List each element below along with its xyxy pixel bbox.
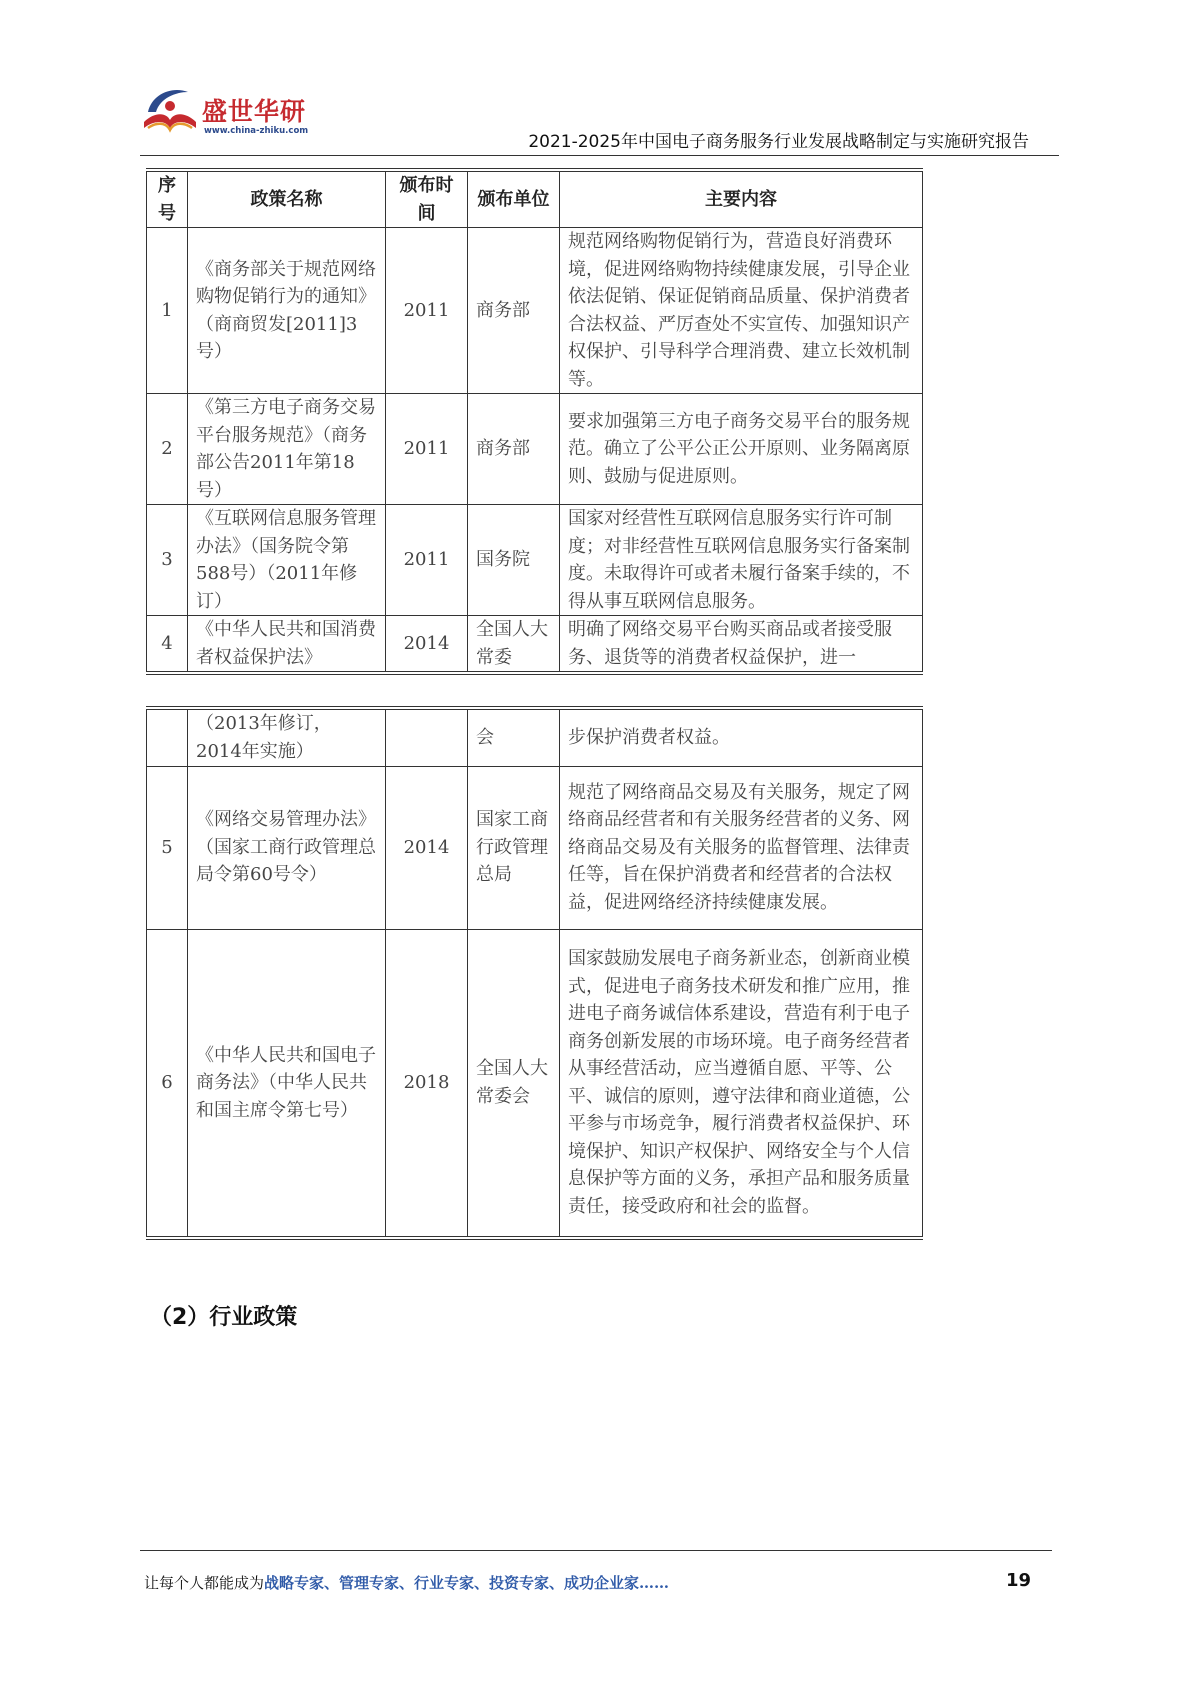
header-no: 序号 <box>147 170 188 228</box>
table-row <box>147 505 923 616</box>
row-no: 4 <box>147 616 188 674</box>
slogan-prefix: 让每个人都能成为 <box>144 1574 265 1592</box>
policy-content: 要求加强第三方电子商务交易平台的服务规范。确立了公平公正公开原则、业务隔离原则、鼓励与促进原则。 <box>560 394 923 505</box>
policy-name: 《商务部关于规范网络购物促销行为的通知》（商商贸发[2011]3号） <box>188 228 386 394</box>
policy-name: 《第三方电子商务交易平台服务规范》（商务部公告2011年第18号） <box>188 394 386 505</box>
header-name: 政策名称 <box>188 170 386 228</box>
table-row <box>147 394 923 505</box>
policy-year: 2011 <box>386 505 468 616</box>
policy-table-part2 <box>146 706 923 1240</box>
logo-book-icon <box>140 82 200 142</box>
policy-content: 步保护消费者权益。 <box>560 708 923 766</box>
policy-content: 明确了网络交易平台购买商品或者接受服务、退货等的消费者权益保护，进一 <box>560 616 923 674</box>
policy-org: 商务部 <box>468 228 560 394</box>
table-row <box>147 929 923 1238</box>
row-no: 3 <box>147 505 188 616</box>
header-date: 颁布时间 <box>386 170 468 228</box>
table-row-continued <box>147 708 923 766</box>
table-header-row <box>147 170 923 228</box>
page-number: 19 <box>1005 1570 1031 1591</box>
table-row <box>147 228 923 394</box>
logo-url: www.china-zhiku.com <box>204 126 309 136</box>
policy-org: 全国人大常委会 <box>468 929 560 1238</box>
logo-text: 盛世华研 <box>202 97 307 126</box>
policy-year: 2011 <box>386 394 468 505</box>
policy-org: 全国人大常委 <box>468 616 560 674</box>
policy-name: 《互联网信息服务管理办法》（国务院令第588号）（2011年修订） <box>188 505 386 616</box>
policy-content: 规范了网络商品交易及有关服务，规定了网络商品经营者和有关服务经营者的义务、网络商品交易及有关服务的监督管理、法律责任等，旨在保护消费者和经营者的合法权益，促进网络经济持续健康发展。 <box>560 766 923 929</box>
report-title: 2021-2025年中国电子商务服务行业发展战略制定与实施研究报告 <box>528 132 1029 152</box>
policy-name: 《中华人民共和国电子商务法》（中华人民共和国主席令第七号） <box>188 929 386 1238</box>
policy-table-part1 <box>146 168 923 675</box>
table-row <box>147 616 923 674</box>
header-org: 颁布单位 <box>468 170 560 228</box>
policy-year: 2018 <box>386 929 468 1238</box>
row-no: 2 <box>147 394 188 505</box>
table-row <box>147 766 923 929</box>
policy-year <box>386 708 468 766</box>
policy-name: 《网络交易管理办法》（国家工商行政管理总局令第60号令） <box>188 766 386 929</box>
policy-name: 《中华人民共和国消费者权益保护法》 <box>188 616 386 674</box>
page-header <box>0 0 1191 160</box>
footer-slogan <box>144 1572 669 1593</box>
section-title: （2）行业政策 <box>150 1305 298 1330</box>
policy-year: 2011 <box>386 228 468 394</box>
policy-year: 2014 <box>386 766 468 929</box>
policy-content: 规范网络购物促销行为，营造良好消费环境，促进网络购物持续健康发展，引导企业依法促销、保证促销商品质量、保护消费者合法权益、严厉查处不实宣传、加强知识产权保护、引导科学合理消费、建立长效机制等。 <box>560 228 923 394</box>
policy-content: 国家对经营性互联网信息服务实行许可制度；对非经营性互联网信息服务实行备案制度。未取得许可或者未履行备案手续的，不得从事互联网信息服务。 <box>560 505 923 616</box>
footer-divider <box>140 1550 1052 1551</box>
header-divider <box>140 155 1059 156</box>
policy-org: 商务部 <box>468 394 560 505</box>
row-no: 1 <box>147 228 188 394</box>
row-no: 6 <box>147 929 188 1238</box>
policy-year: 2014 <box>386 616 468 674</box>
row-no <box>147 708 188 766</box>
row-no: 5 <box>147 766 188 929</box>
policy-org: 会 <box>468 708 560 766</box>
company-logo <box>140 82 320 144</box>
slogan-highlight: 战略专家、管理专家、行业专家、投资专家、成功企业家…… <box>264 1574 670 1592</box>
policy-content: 国家鼓励发展电子商务新业态，创新商业模式，促进电子商务技术研发和推广应用，推进电子商务诚信体系建设，营造有利于电子商务创新发展的市场环境。电子商务经营者从事经营活动，应当遵循自愿、平等、公平、诚信的原则，遵守法律和商业道德，公平参与市场竞争，履行消费者权益保护、环境保护、知识产权保护、网络安全与个人信息保护等方面的义务，承担产品和服务质量责任，接受政府和社会的监督。 <box>560 929 923 1238</box>
policy-org: 国务院 <box>468 505 560 616</box>
policy-org: 国家工商行政管理总局 <box>468 766 560 929</box>
policy-name: （2013年修订，2014年实施） <box>188 708 386 766</box>
header-content: 主要内容 <box>560 170 923 228</box>
